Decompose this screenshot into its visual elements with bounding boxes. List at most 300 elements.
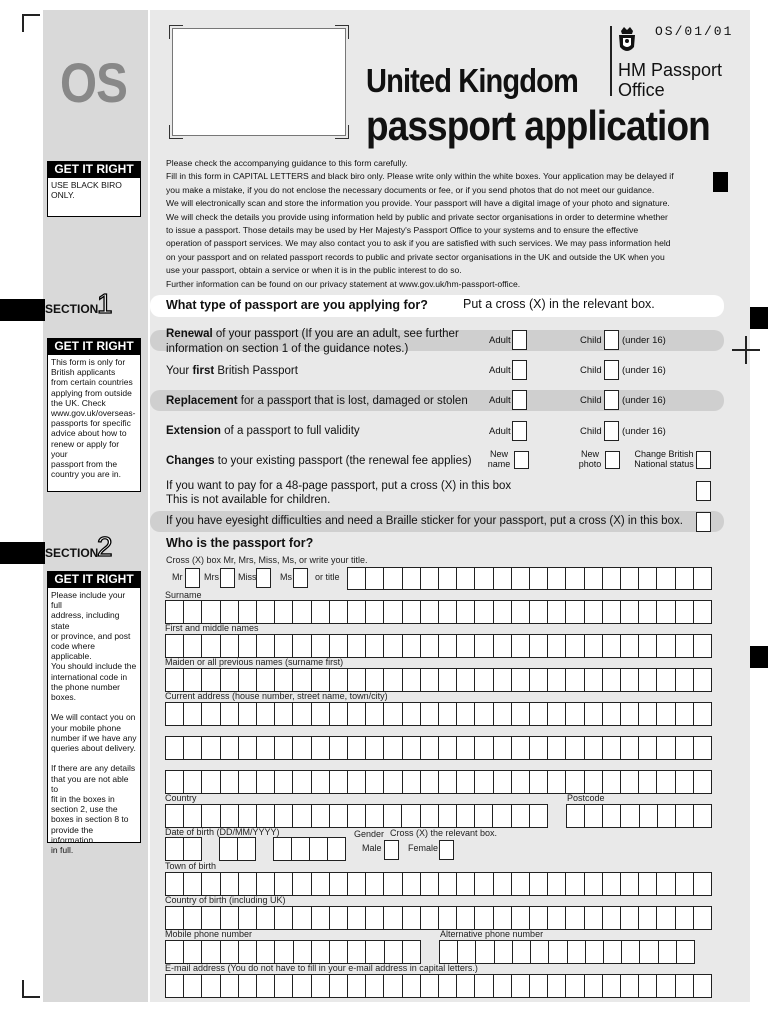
character-cell[interactable]: [312, 907, 330, 929]
character-cell[interactable]: [421, 635, 439, 657]
character-cell[interactable]: [639, 703, 657, 725]
character-cell[interactable]: [202, 635, 220, 657]
character-cell[interactable]: [275, 771, 293, 793]
character-cell[interactable]: [293, 975, 311, 997]
character-cell[interactable]: [566, 635, 584, 657]
first-names-field[interactable]: [165, 634, 712, 658]
character-cell[interactable]: [621, 771, 639, 793]
character-cell[interactable]: [328, 838, 346, 860]
character-cell[interactable]: [530, 601, 548, 623]
character-cell[interactable]: [676, 737, 694, 759]
character-cell[interactable]: [494, 601, 512, 623]
country-of-birth-field[interactable]: [165, 906, 712, 930]
character-cell[interactable]: [493, 805, 511, 827]
character-cell[interactable]: [366, 669, 384, 691]
character-cell[interactable]: [385, 941, 403, 963]
character-cell[interactable]: [676, 873, 694, 895]
character-cell[interactable]: [348, 771, 366, 793]
character-cell[interactable]: [421, 907, 439, 929]
character-cell[interactable]: [603, 975, 621, 997]
character-cell[interactable]: [439, 907, 457, 929]
character-cell[interactable]: [621, 873, 639, 895]
character-cell[interactable]: [566, 601, 584, 623]
character-cell[interactable]: [348, 873, 366, 895]
character-cell[interactable]: [585, 975, 603, 997]
character-cell[interactable]: [257, 941, 275, 963]
character-cell[interactable]: [257, 907, 275, 929]
character-cell[interactable]: [548, 907, 566, 929]
character-cell[interactable]: [293, 669, 311, 691]
character-cell[interactable]: [421, 975, 439, 997]
character-cell[interactable]: [348, 703, 366, 725]
character-cell[interactable]: [293, 635, 311, 657]
character-cell[interactable]: [621, 601, 639, 623]
character-cell[interactable]: [457, 635, 475, 657]
character-cell[interactable]: [530, 805, 548, 827]
character-cell[interactable]: [257, 873, 275, 895]
character-cell[interactable]: [548, 601, 566, 623]
character-cell[interactable]: [603, 771, 621, 793]
character-cell[interactable]: [639, 635, 657, 657]
character-cell[interactable]: [439, 601, 457, 623]
character-cell[interactable]: [639, 771, 657, 793]
character-cell[interactable]: [257, 669, 275, 691]
character-cell[interactable]: [275, 669, 293, 691]
character-cell[interactable]: [366, 635, 384, 657]
character-cell[interactable]: [403, 941, 421, 963]
character-cell[interactable]: [202, 771, 220, 793]
character-cell[interactable]: [239, 635, 257, 657]
character-cell[interactable]: [603, 669, 621, 691]
character-cell[interactable]: [239, 805, 257, 827]
new-name-checkbox[interactable]: [514, 451, 529, 469]
character-cell[interactable]: [202, 601, 220, 623]
character-cell[interactable]: [494, 907, 512, 929]
character-cell[interactable]: [275, 941, 293, 963]
character-cell[interactable]: [440, 941, 458, 963]
character-cell[interactable]: [530, 737, 548, 759]
character-cell[interactable]: [257, 975, 275, 997]
character-cell[interactable]: [293, 601, 311, 623]
character-cell[interactable]: [166, 669, 184, 691]
character-cell[interactable]: [622, 941, 640, 963]
character-cell[interactable]: [312, 601, 330, 623]
miss-checkbox[interactable]: [256, 568, 271, 588]
character-cell[interactable]: [585, 873, 603, 895]
character-cell[interactable]: [384, 975, 402, 997]
character-cell[interactable]: [384, 907, 402, 929]
character-cell[interactable]: [676, 703, 694, 725]
character-cell[interactable]: [585, 669, 603, 691]
character-cell[interactable]: [293, 737, 311, 759]
character-cell[interactable]: [403, 771, 421, 793]
character-cell[interactable]: [257, 635, 275, 657]
character-cell[interactable]: [548, 568, 566, 589]
character-cell[interactable]: [694, 669, 712, 691]
character-cell[interactable]: [348, 669, 366, 691]
character-cell[interactable]: [384, 873, 402, 895]
character-cell[interactable]: [567, 805, 585, 827]
character-cell[interactable]: [585, 703, 603, 725]
character-cell[interactable]: [457, 907, 475, 929]
character-cell[interactable]: [621, 737, 639, 759]
character-cell[interactable]: [403, 907, 421, 929]
character-cell[interactable]: [348, 907, 366, 929]
character-cell[interactable]: [457, 703, 475, 725]
first-child-checkbox[interactable]: [604, 360, 619, 380]
character-cell[interactable]: [330, 601, 348, 623]
character-cell[interactable]: [202, 975, 220, 997]
character-cell[interactable]: [312, 703, 330, 725]
character-cell[interactable]: [403, 568, 421, 589]
character-cell[interactable]: [512, 568, 530, 589]
character-cell[interactable]: [239, 737, 257, 759]
character-cell[interactable]: [494, 737, 512, 759]
character-cell[interactable]: [366, 568, 384, 589]
character-cell[interactable]: [495, 941, 513, 963]
character-cell[interactable]: [292, 838, 310, 860]
character-cell[interactable]: [384, 771, 402, 793]
character-cell[interactable]: [657, 907, 675, 929]
character-cell[interactable]: [439, 873, 457, 895]
character-cell[interactable]: [603, 873, 621, 895]
character-cell[interactable]: [275, 907, 293, 929]
character-cell[interactable]: [166, 703, 184, 725]
character-cell[interactable]: [531, 941, 549, 963]
character-cell[interactable]: [403, 873, 421, 895]
character-cell[interactable]: [312, 975, 330, 997]
character-cell[interactable]: [657, 568, 675, 589]
character-cell[interactable]: [166, 771, 184, 793]
character-cell[interactable]: [348, 975, 366, 997]
character-cell[interactable]: [494, 873, 512, 895]
character-cell[interactable]: [568, 941, 586, 963]
character-cell[interactable]: [312, 635, 330, 657]
character-cell[interactable]: [275, 635, 293, 657]
character-cell[interactable]: [657, 975, 675, 997]
character-cell[interactable]: [694, 568, 712, 589]
address-line3-field[interactable]: [165, 770, 712, 794]
character-cell[interactable]: [312, 805, 330, 827]
character-cell[interactable]: [421, 873, 439, 895]
renewal-child-checkbox[interactable]: [604, 330, 619, 350]
character-cell[interactable]: [603, 568, 621, 589]
character-cell[interactable]: [475, 737, 493, 759]
character-cell[interactable]: [293, 703, 311, 725]
character-cell[interactable]: [402, 805, 420, 827]
character-cell[interactable]: [639, 737, 657, 759]
character-cell[interactable]: [603, 805, 621, 827]
character-cell[interactable]: [366, 703, 384, 725]
character-cell[interactable]: [494, 771, 512, 793]
character-cell[interactable]: [603, 601, 621, 623]
character-cell[interactable]: [439, 975, 457, 997]
character-cell[interactable]: [310, 838, 328, 860]
character-cell[interactable]: [202, 941, 220, 963]
character-cell[interactable]: [274, 838, 292, 860]
address-line1-field[interactable]: [165, 702, 712, 726]
character-cell[interactable]: [184, 873, 202, 895]
character-cell[interactable]: [221, 771, 239, 793]
character-cell[interactable]: [275, 975, 293, 997]
character-cell[interactable]: [657, 635, 675, 657]
character-cell[interactable]: [457, 669, 475, 691]
character-cell[interactable]: [330, 941, 348, 963]
title-field[interactable]: [347, 567, 712, 590]
extension-adult-checkbox[interactable]: [512, 421, 527, 441]
character-cell[interactable]: [330, 635, 348, 657]
character-cell[interactable]: [604, 941, 622, 963]
character-cell[interactable]: [384, 601, 402, 623]
character-cell[interactable]: [676, 669, 694, 691]
character-cell[interactable]: [457, 805, 475, 827]
character-cell[interactable]: [676, 635, 694, 657]
character-cell[interactable]: [403, 635, 421, 657]
character-cell[interactable]: [657, 669, 675, 691]
character-cell[interactable]: [330, 975, 348, 997]
page48-checkbox[interactable]: [696, 481, 711, 501]
character-cell[interactable]: [348, 805, 366, 827]
character-cell[interactable]: [184, 975, 202, 997]
character-cell[interactable]: [403, 737, 421, 759]
character-cell[interactable]: [566, 703, 584, 725]
character-cell[interactable]: [202, 873, 220, 895]
character-cell[interactable]: [603, 635, 621, 657]
character-cell[interactable]: [585, 737, 603, 759]
character-cell[interactable]: [275, 737, 293, 759]
character-cell[interactable]: [421, 568, 439, 589]
braille-checkbox[interactable]: [696, 512, 711, 532]
character-cell[interactable]: [184, 907, 202, 929]
mrs-checkbox[interactable]: [220, 568, 235, 588]
replacement-adult-checkbox[interactable]: [512, 390, 527, 410]
mr-checkbox[interactable]: [185, 568, 200, 588]
character-cell[interactable]: [421, 805, 439, 827]
character-cell[interactable]: [475, 568, 493, 589]
character-cell[interactable]: [548, 703, 566, 725]
character-cell[interactable]: [312, 873, 330, 895]
character-cell[interactable]: [166, 873, 184, 895]
character-cell[interactable]: [585, 771, 603, 793]
character-cell[interactable]: [677, 941, 695, 963]
character-cell[interactable]: [512, 669, 530, 691]
renewal-adult-checkbox[interactable]: [512, 330, 527, 350]
character-cell[interactable]: [640, 805, 658, 827]
character-cell[interactable]: [475, 635, 493, 657]
character-cell[interactable]: [621, 635, 639, 657]
character-cell[interactable]: [639, 669, 657, 691]
character-cell[interactable]: [475, 771, 493, 793]
character-cell[interactable]: [239, 703, 257, 725]
character-cell[interactable]: [348, 601, 366, 623]
character-cell[interactable]: [202, 805, 220, 827]
character-cell[interactable]: [166, 805, 184, 827]
character-cell[interactable]: [366, 873, 384, 895]
character-cell[interactable]: [530, 669, 548, 691]
character-cell[interactable]: [548, 737, 566, 759]
character-cell[interactable]: [312, 941, 330, 963]
character-cell[interactable]: [220, 838, 238, 860]
character-cell[interactable]: [166, 907, 184, 929]
character-cell[interactable]: [659, 941, 677, 963]
character-cell[interactable]: [421, 737, 439, 759]
character-cell[interactable]: [239, 907, 257, 929]
character-cell[interactable]: [549, 941, 567, 963]
character-cell[interactable]: [694, 737, 712, 759]
character-cell[interactable]: [330, 771, 348, 793]
character-cell[interactable]: [166, 838, 184, 860]
character-cell[interactable]: [639, 568, 657, 589]
character-cell[interactable]: [330, 907, 348, 929]
character-cell[interactable]: [639, 873, 657, 895]
character-cell[interactable]: [512, 737, 530, 759]
character-cell[interactable]: [694, 635, 712, 657]
character-cell[interactable]: [512, 907, 530, 929]
character-cell[interactable]: [366, 805, 384, 827]
character-cell[interactable]: [621, 568, 639, 589]
character-cell[interactable]: [330, 737, 348, 759]
character-cell[interactable]: [312, 737, 330, 759]
character-cell[interactable]: [184, 838, 202, 860]
character-cell[interactable]: [366, 601, 384, 623]
character-cell[interactable]: [312, 669, 330, 691]
character-cell[interactable]: [384, 805, 402, 827]
character-cell[interactable]: [530, 975, 548, 997]
character-cell[interactable]: [548, 669, 566, 691]
character-cell[interactable]: [676, 568, 694, 589]
female-checkbox[interactable]: [439, 840, 454, 860]
character-cell[interactable]: [457, 601, 475, 623]
character-cell[interactable]: [366, 771, 384, 793]
character-cell[interactable]: [658, 805, 676, 827]
character-cell[interactable]: [293, 907, 311, 929]
character-cell[interactable]: [239, 941, 257, 963]
character-cell[interactable]: [694, 601, 712, 623]
change-status-checkbox[interactable]: [696, 451, 711, 469]
character-cell[interactable]: [530, 771, 548, 793]
character-cell[interactable]: [566, 975, 584, 997]
character-cell[interactable]: [202, 737, 220, 759]
character-cell[interactable]: [221, 941, 239, 963]
character-cell[interactable]: [639, 907, 657, 929]
character-cell[interactable]: [494, 568, 512, 589]
character-cell[interactable]: [184, 805, 202, 827]
character-cell[interactable]: [166, 601, 184, 623]
character-cell[interactable]: [676, 907, 694, 929]
character-cell[interactable]: [202, 703, 220, 725]
character-cell[interactable]: [275, 805, 293, 827]
dob-year-field[interactable]: [273, 837, 346, 861]
character-cell[interactable]: [621, 907, 639, 929]
character-cell[interactable]: [166, 737, 184, 759]
character-cell[interactable]: [586, 941, 604, 963]
character-cell[interactable]: [439, 737, 457, 759]
character-cell[interactable]: [457, 975, 475, 997]
character-cell[interactable]: [548, 635, 566, 657]
character-cell[interactable]: [530, 907, 548, 929]
character-cell[interactable]: [439, 805, 457, 827]
character-cell[interactable]: [384, 669, 402, 691]
character-cell[interactable]: [639, 601, 657, 623]
character-cell[interactable]: [512, 805, 530, 827]
character-cell[interactable]: [566, 669, 584, 691]
character-cell[interactable]: [257, 737, 275, 759]
character-cell[interactable]: [676, 975, 694, 997]
email-field[interactable]: [165, 974, 712, 998]
character-cell[interactable]: [366, 737, 384, 759]
character-cell[interactable]: [639, 975, 657, 997]
character-cell[interactable]: [530, 703, 548, 725]
character-cell[interactable]: [512, 601, 530, 623]
character-cell[interactable]: [221, 635, 239, 657]
character-cell[interactable]: [403, 601, 421, 623]
character-cell[interactable]: [566, 771, 584, 793]
character-cell[interactable]: [676, 771, 694, 793]
character-cell[interactable]: [221, 669, 239, 691]
character-cell[interactable]: [275, 601, 293, 623]
character-cell[interactable]: [221, 907, 239, 929]
character-cell[interactable]: [640, 941, 658, 963]
character-cell[interactable]: [457, 771, 475, 793]
character-cell[interactable]: [512, 635, 530, 657]
character-cell[interactable]: [603, 907, 621, 929]
maiden-names-field[interactable]: [165, 668, 712, 692]
character-cell[interactable]: [475, 703, 493, 725]
character-cell[interactable]: [694, 805, 712, 827]
character-cell[interactable]: [530, 635, 548, 657]
character-cell[interactable]: [239, 975, 257, 997]
character-cell[interactable]: [694, 907, 712, 929]
surname-field[interactable]: [165, 600, 712, 624]
character-cell[interactable]: [166, 975, 184, 997]
character-cell[interactable]: [694, 771, 712, 793]
character-cell[interactable]: [512, 975, 530, 997]
character-cell[interactable]: [184, 737, 202, 759]
character-cell[interactable]: [476, 941, 494, 963]
character-cell[interactable]: [184, 669, 202, 691]
character-cell[interactable]: [221, 737, 239, 759]
character-cell[interactable]: [548, 975, 566, 997]
character-cell[interactable]: [348, 737, 366, 759]
character-cell[interactable]: [512, 873, 530, 895]
character-cell[interactable]: [585, 805, 603, 827]
character-cell[interactable]: [238, 838, 256, 860]
character-cell[interactable]: [293, 873, 311, 895]
alt-phone-field[interactable]: [439, 940, 695, 964]
character-cell[interactable]: [494, 703, 512, 725]
character-cell[interactable]: [202, 669, 220, 691]
character-cell[interactable]: [439, 635, 457, 657]
character-cell[interactable]: [221, 805, 239, 827]
character-cell[interactable]: [421, 669, 439, 691]
character-cell[interactable]: [348, 941, 366, 963]
character-cell[interactable]: [184, 601, 202, 623]
character-cell[interactable]: [239, 771, 257, 793]
character-cell[interactable]: [257, 771, 275, 793]
character-cell[interactable]: [439, 568, 457, 589]
character-cell[interactable]: [421, 703, 439, 725]
character-cell[interactable]: [403, 669, 421, 691]
character-cell[interactable]: [657, 737, 675, 759]
first-adult-checkbox[interactable]: [512, 360, 527, 380]
character-cell[interactable]: [348, 635, 366, 657]
character-cell[interactable]: [221, 703, 239, 725]
character-cell[interactable]: [603, 737, 621, 759]
character-cell[interactable]: [566, 568, 584, 589]
character-cell[interactable]: [475, 907, 493, 929]
character-cell[interactable]: [366, 941, 384, 963]
character-cell[interactable]: [457, 737, 475, 759]
